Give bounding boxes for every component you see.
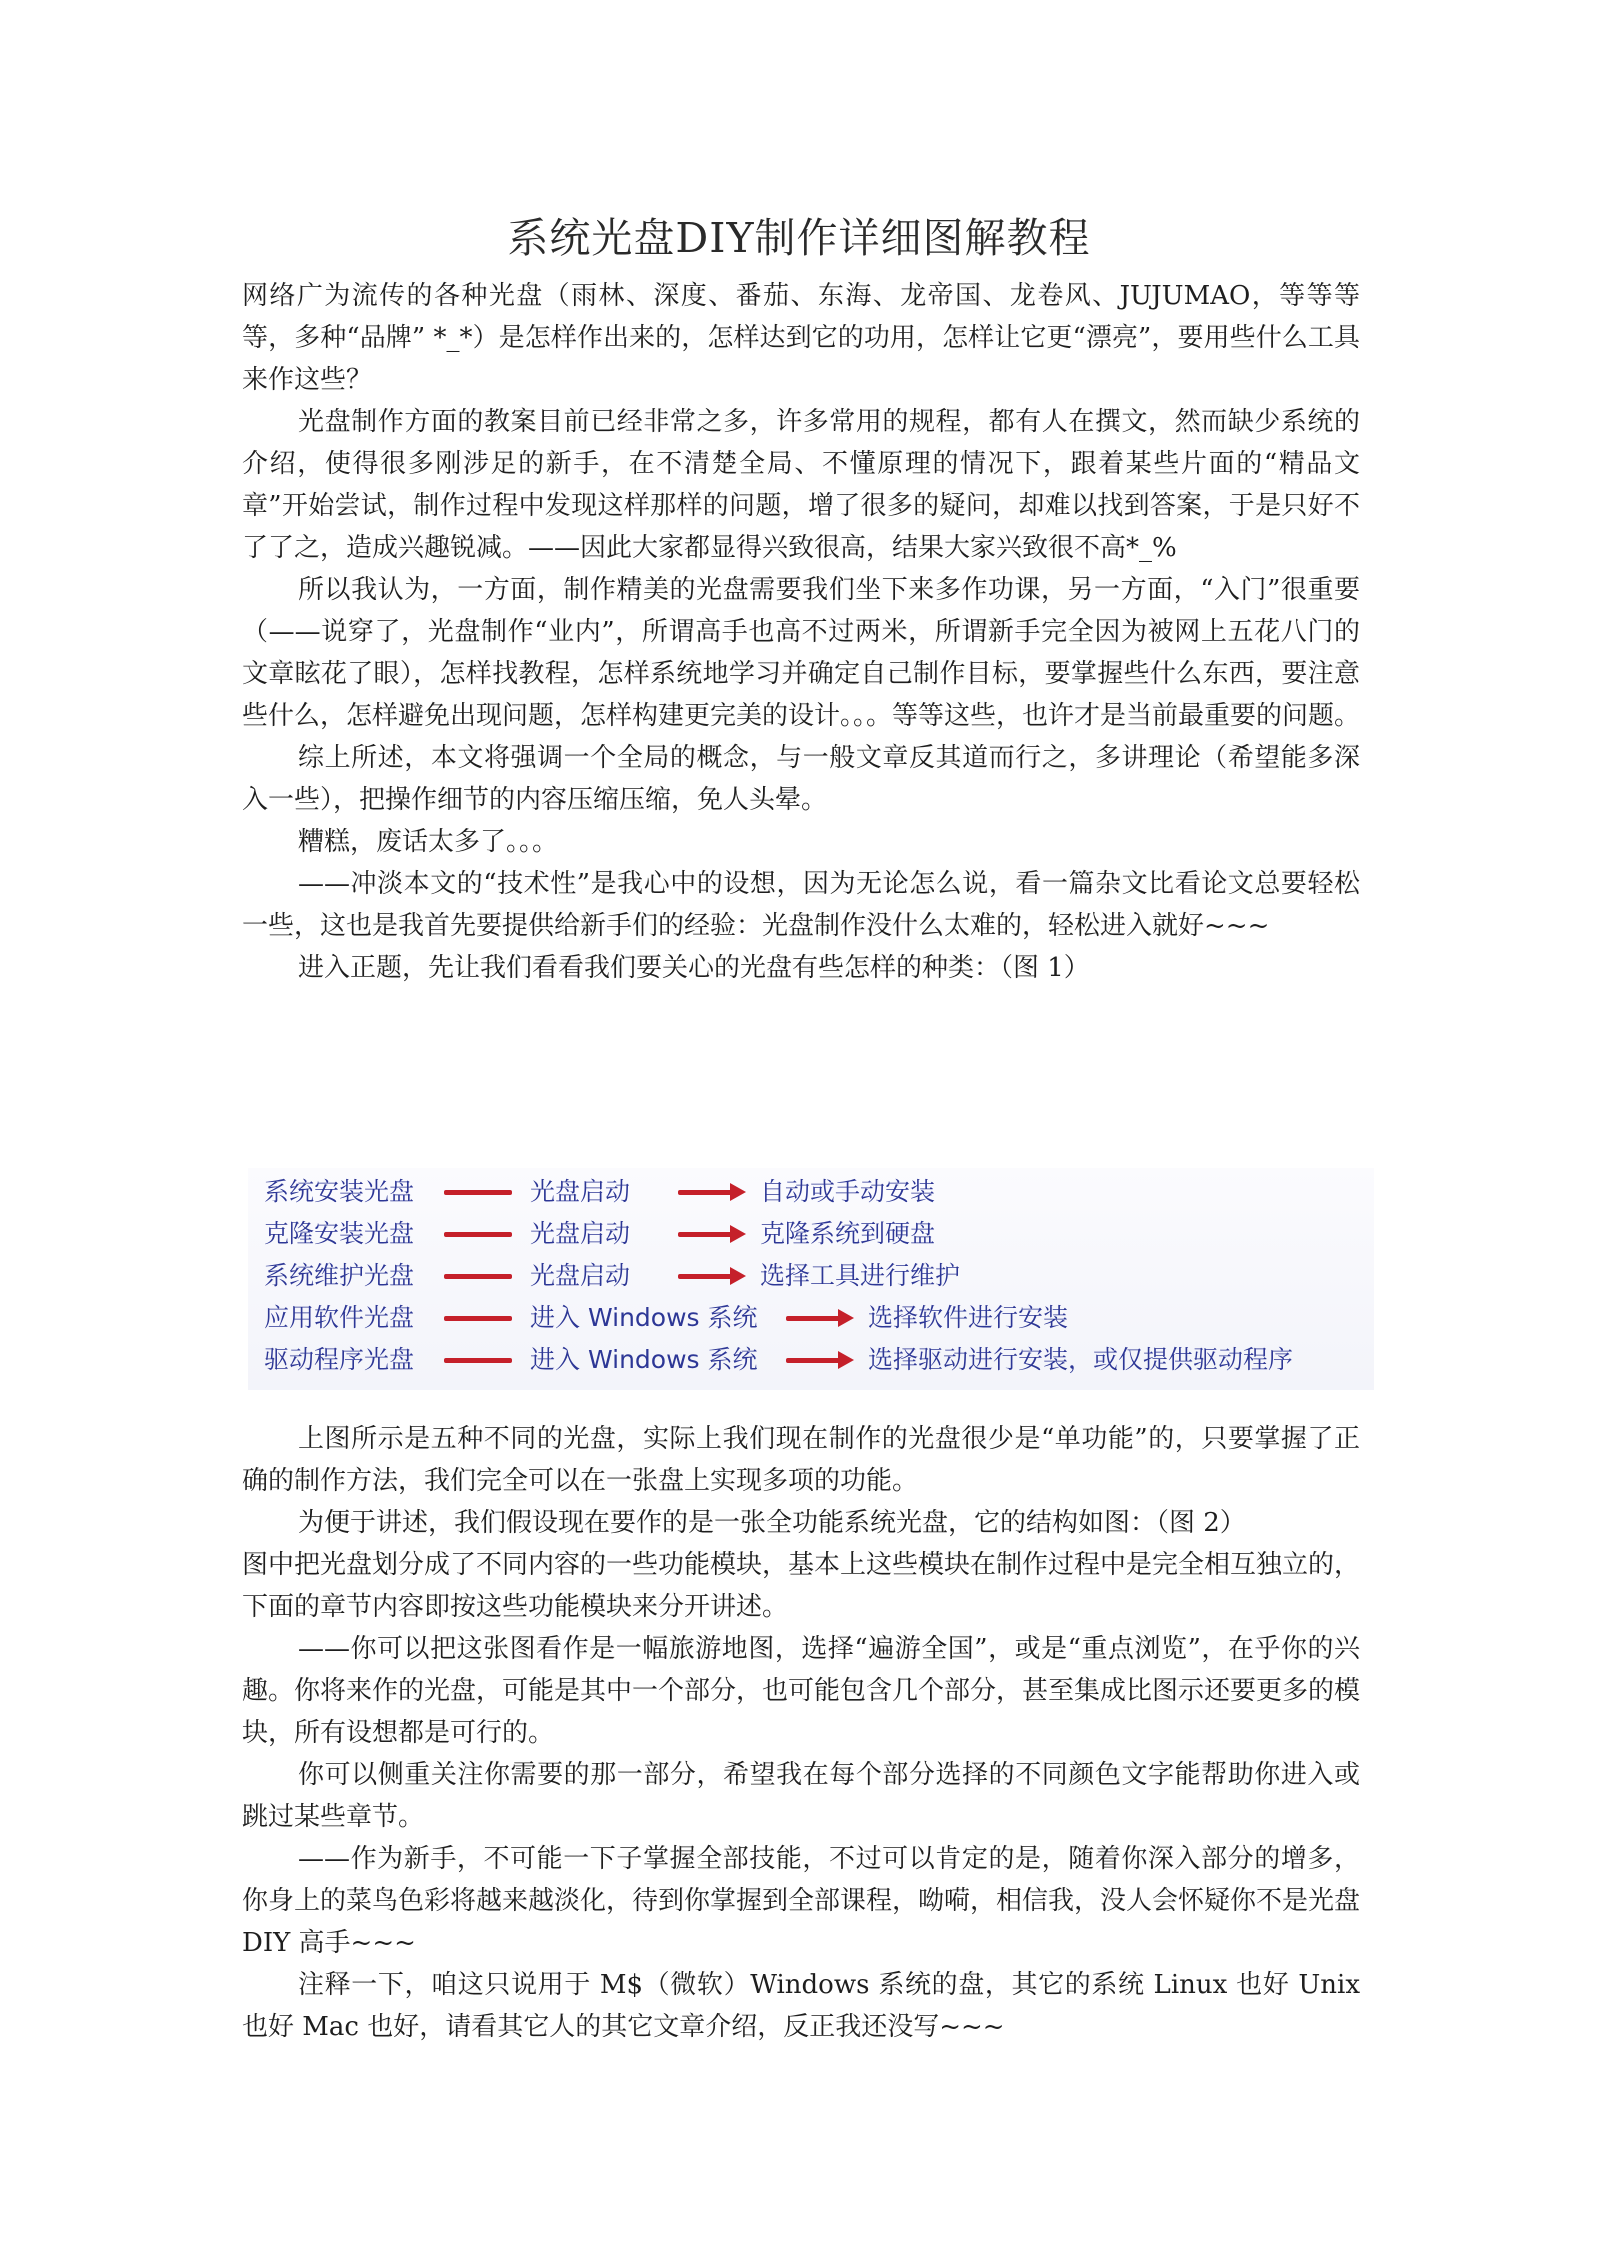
- paragraph: 图中把光盘划分成了不同内容的一些功能模块，基本上这些模块在制作过程中是完全相互独立的，下面的章节内容即按这些功能模块来分开讲述。: [242, 1550, 1361, 1622]
- arrow-right-icon: [786, 1350, 856, 1370]
- result-label: 自动或手动安装: [760, 1177, 936, 1206]
- boot-step-label: 进入 Windows 系统: [530, 1345, 758, 1374]
- boot-step-label: 进入 Windows 系统: [530, 1303, 758, 1332]
- paragraph: 注释一下，咱这只说用于 M$（微软）Windows 系统的盘，其它的系统 Linux 也好 Unix 也好 Mac 也好，请看其它人的其它文章介绍，反正我还没写~~~: [242, 1970, 1360, 2042]
- paragraph: 糟糕，废话太多了。。。: [298, 827, 559, 857]
- disc-type-label: 应用软件光盘: [264, 1303, 415, 1332]
- paragraph: 光盘制作方面的教案目前已经非常之多，许多常用的规程，都有人在撰文，然而缺少系统的介绍，使得很多刚涉足的新手，在不清楚全局、不懂原理的情况下，跟着某些片面的“精品文章”开始尝试，制作过程中发现这样那样的问题，增了很多的疑问，却难以找到答案，于是只好不了了之，造成兴趣锐减。——因此大家都显得兴致很高，结果大家兴致很不高*_%: [242, 407, 1360, 563]
- connector-line: [444, 1316, 512, 1321]
- boot-step-label: 光盘启动: [530, 1261, 631, 1290]
- paragraph: ——你可以把这张图看作是一幅旅游地图，选择“遍游全国”，或是“重点浏览”，在乎你的兴趣。你将来作的光盘，可能是其中一个部分，也可能包含几个部分，甚至集成比图示还要更多的模块，所有设想都是可行的。: [242, 1634, 1361, 1748]
- main-section: [242, 1418, 1360, 2048]
- disc-types-figure: [248, 1168, 1374, 1390]
- arrow-right-icon: [678, 1182, 748, 1202]
- paragraph: 所以我认为，一方面，制作精美的光盘需要我们坐下来多作功课，另一方面，“入门”很重要（——说穿了，光盘制作“业内”，所谓高手也高不过两米，所谓新手完全因为被网上五花八门的文章眩花了眼），怎样找教程，怎样系统地学习并确定自己制作目标，要掌握些什么东西，要注意些什么，怎样避免出现问题，怎样构建更完美的设计。。。等等这些，也许才是当前最重要的问题。: [242, 575, 1361, 731]
- result-label: 克隆系统到硬盘: [760, 1219, 936, 1248]
- paragraph: 综上所述，本文将强调一个全局的概念，与一般文章反其道而行之，多讲理论（希望能多深入一些），把操作细节的内容压缩压缩，免人头晕。: [242, 743, 1360, 815]
- arrow-right-icon: [786, 1308, 856, 1328]
- figure-row: [248, 1214, 1374, 1254]
- figure-row: [248, 1340, 1374, 1380]
- paragraph: 你可以侧重关注你需要的那一部分，希望我在每个部分选择的不同颜色文字能帮助你进入或跳过某些章节。: [242, 1760, 1360, 1832]
- connector-line: [444, 1358, 512, 1363]
- intro-section: [242, 275, 1360, 989]
- disc-type-label: 驱动程序光盘: [264, 1345, 415, 1374]
- result-label: 选择软件进行安装: [868, 1303, 1069, 1332]
- figure-row: [248, 1172, 1374, 1212]
- connector-line: [444, 1232, 512, 1237]
- paragraph: 进入正题，先让我们看看我们要关心的光盘有些怎样的种类：（图 1）: [298, 953, 1090, 983]
- disc-type-label: 克隆安装光盘: [264, 1219, 415, 1248]
- disc-type-label: 系统安装光盘: [264, 1177, 415, 1206]
- result-label: 选择工具进行维护: [760, 1261, 961, 1290]
- boot-step-label: 光盘启动: [530, 1177, 631, 1206]
- figure-row: [248, 1298, 1374, 1338]
- document-title: 系统光盘DIY制作详细图解教程: [507, 214, 1091, 262]
- paragraph: ——作为新手，不可能一下子掌握全部技能，不过可以肯定的是，随着你深入部分的增多，你身上的菜鸟色彩将越来越淡化，待到你掌握到全部课程，呦嗬，相信我，没人会怀疑你不是光盘 DIY 高手~~~: [242, 1844, 1361, 1958]
- disc-type-label: 系统维护光盘: [264, 1261, 415, 1290]
- connector-line: [444, 1190, 512, 1195]
- arrow-right-icon: [678, 1266, 748, 1286]
- arrow-right-icon: [678, 1224, 748, 1244]
- connector-line: [444, 1274, 512, 1279]
- paragraph: 上图所示是五种不同的光盘，实际上我们现在制作的光盘很少是“单功能”的，只要掌握了正确的制作方法，我们完全可以在一张盘上实现多项的功能。: [242, 1424, 1360, 1496]
- paragraph: 为便于讲述，我们假设现在要作的是一张全功能系统光盘，它的结构如图：（图 2）: [298, 1508, 1246, 1538]
- paragraph: ——冲淡本文的“技术性”是我心中的设想，因为无论怎么说，看一篇杂文比看论文总要轻松一些，这也是我首先要提供给新手们的经验：光盘制作没什么太难的，轻松进入就好~~~: [242, 869, 1360, 941]
- figure-row: [248, 1256, 1374, 1296]
- result-label: 选择驱动进行安装，或仅提供驱动程序: [868, 1345, 1294, 1374]
- boot-step-label: 光盘启动: [530, 1219, 631, 1248]
- paragraph: 网络广为流传的各种光盘（雨林、深度、番茄、东海、龙帝国、龙卷风、JUJUMAO，等等等等，多种“品牌” *_*）是怎样作出来的，怎样达到它的功用，怎样让它更“漂亮”，要用些什么工具来作这些？: [242, 281, 1360, 395]
